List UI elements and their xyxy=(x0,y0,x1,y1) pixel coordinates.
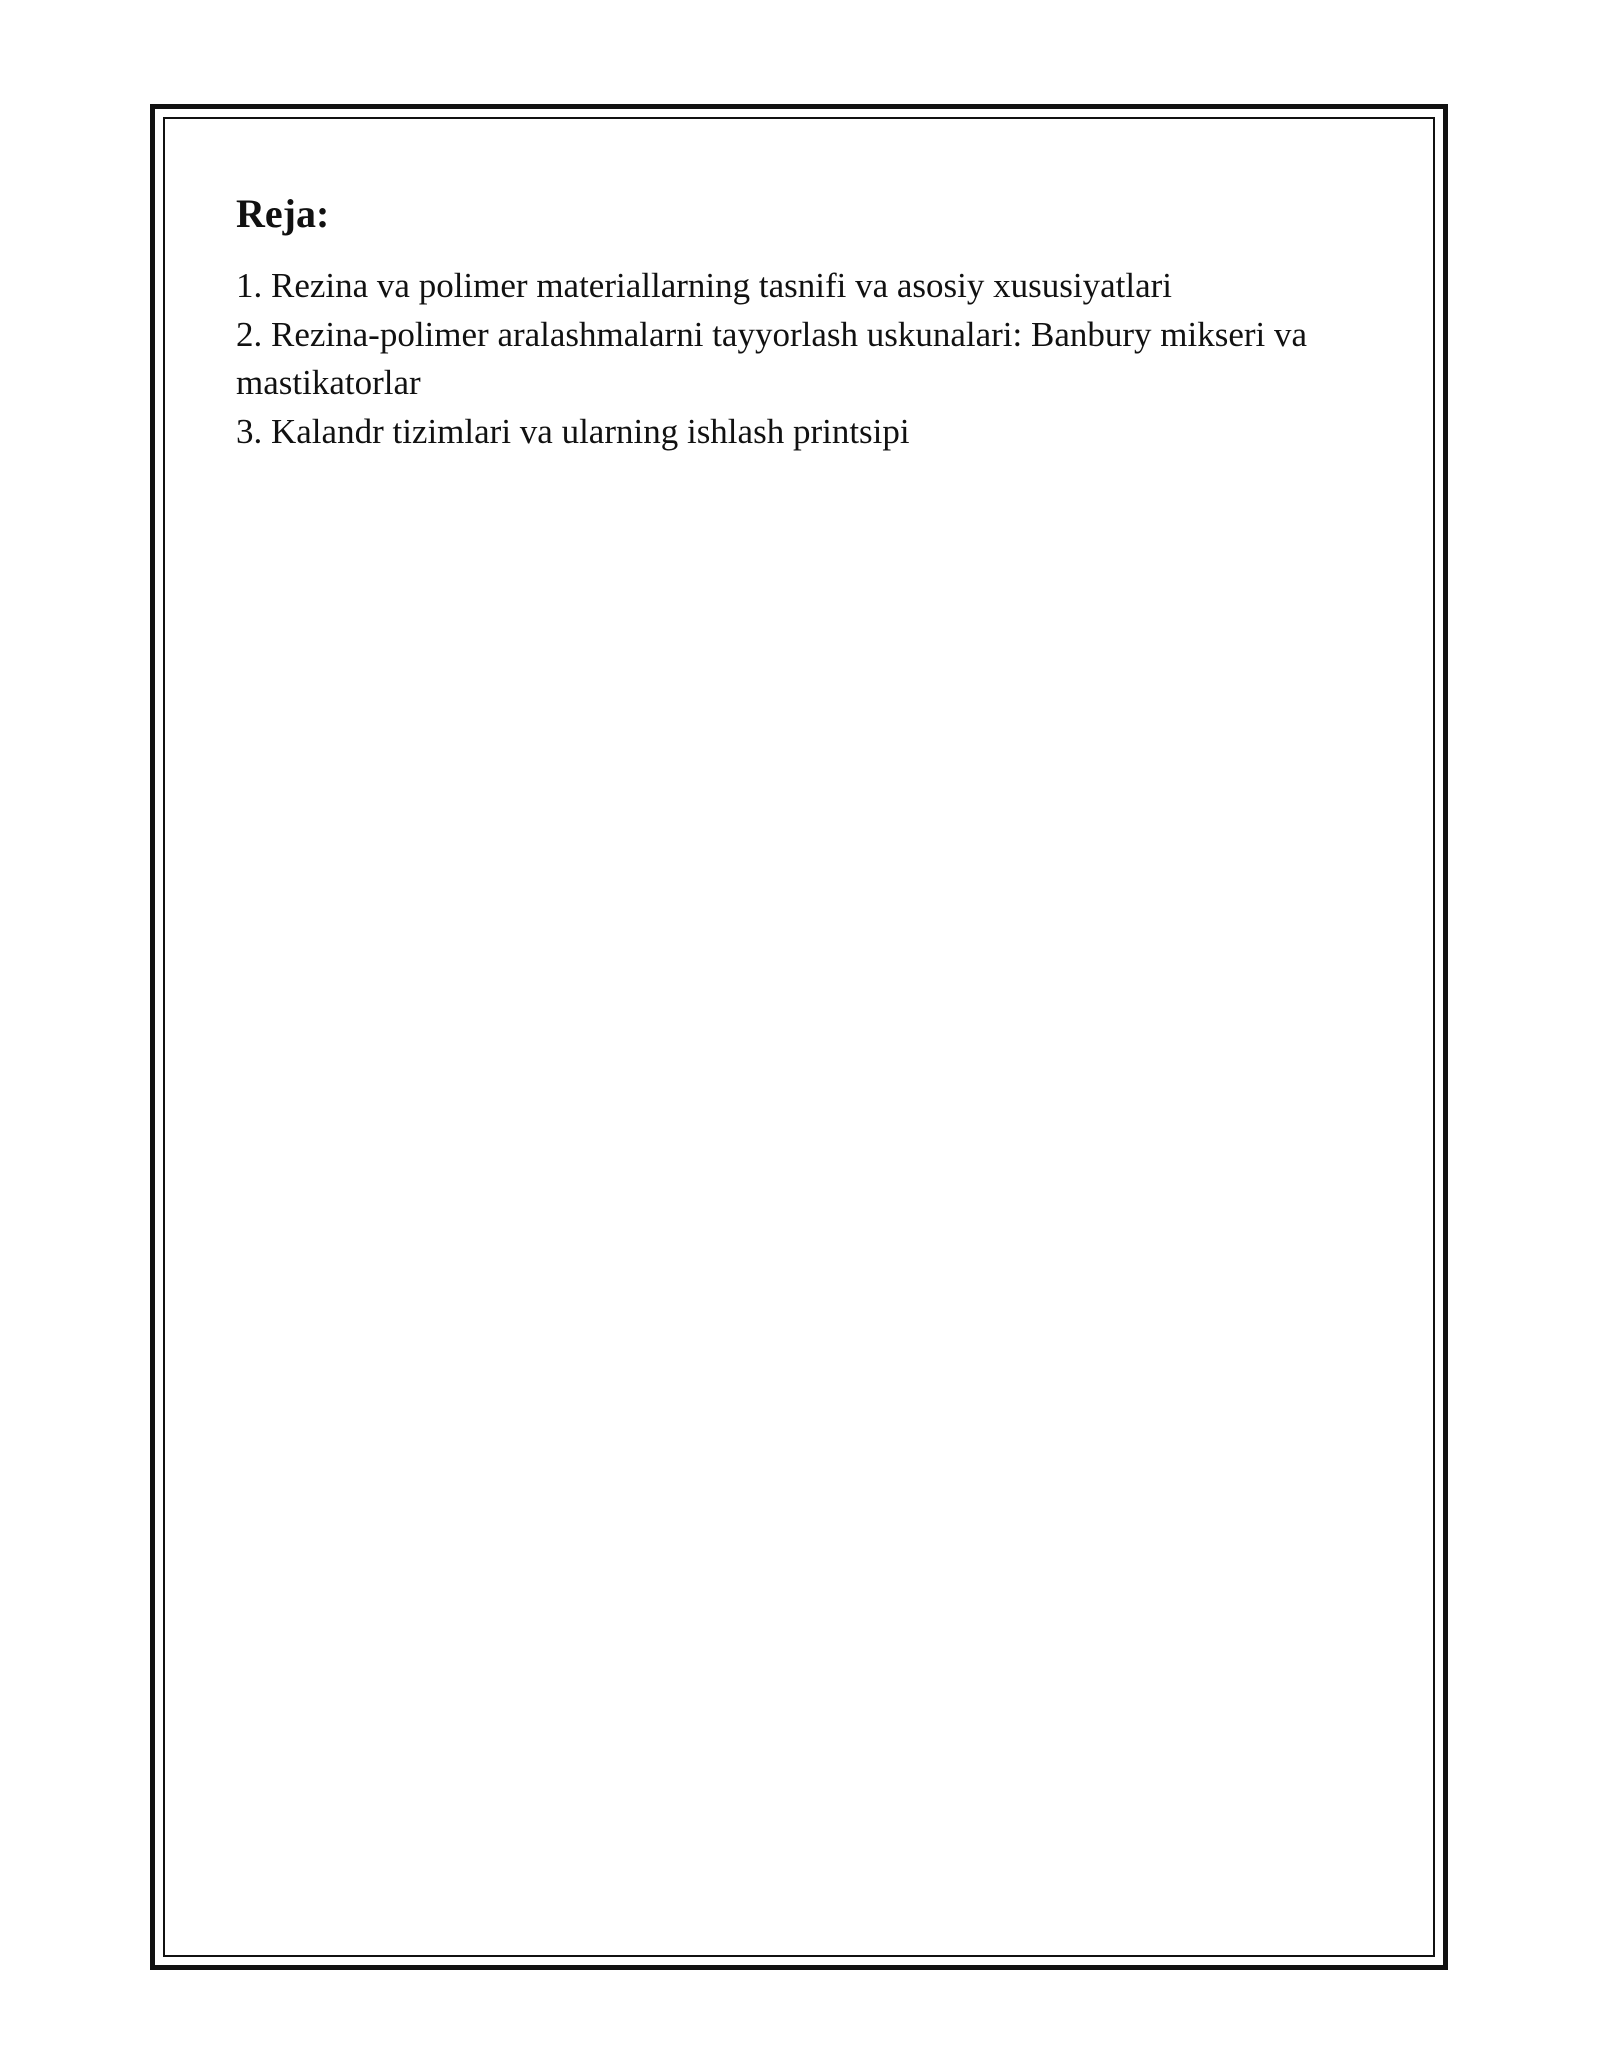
plan-list xyxy=(236,262,1376,456)
plan-item-1: 1. Rezina va polimer materiallarning tasnifi va asosiy xususiyatlari xyxy=(236,266,1172,305)
plan-item-3: 3. Kalandr tizimlari va ularning ishlash printsipi xyxy=(236,411,910,451)
plan-item-2: 2. Rezina-polimer aralashmalarni tayyorlash uskunalari: Banbury mikseri va mastikatorlar xyxy=(236,314,1308,402)
document-body xyxy=(236,188,1376,456)
plan-heading: Reja: xyxy=(236,191,330,236)
